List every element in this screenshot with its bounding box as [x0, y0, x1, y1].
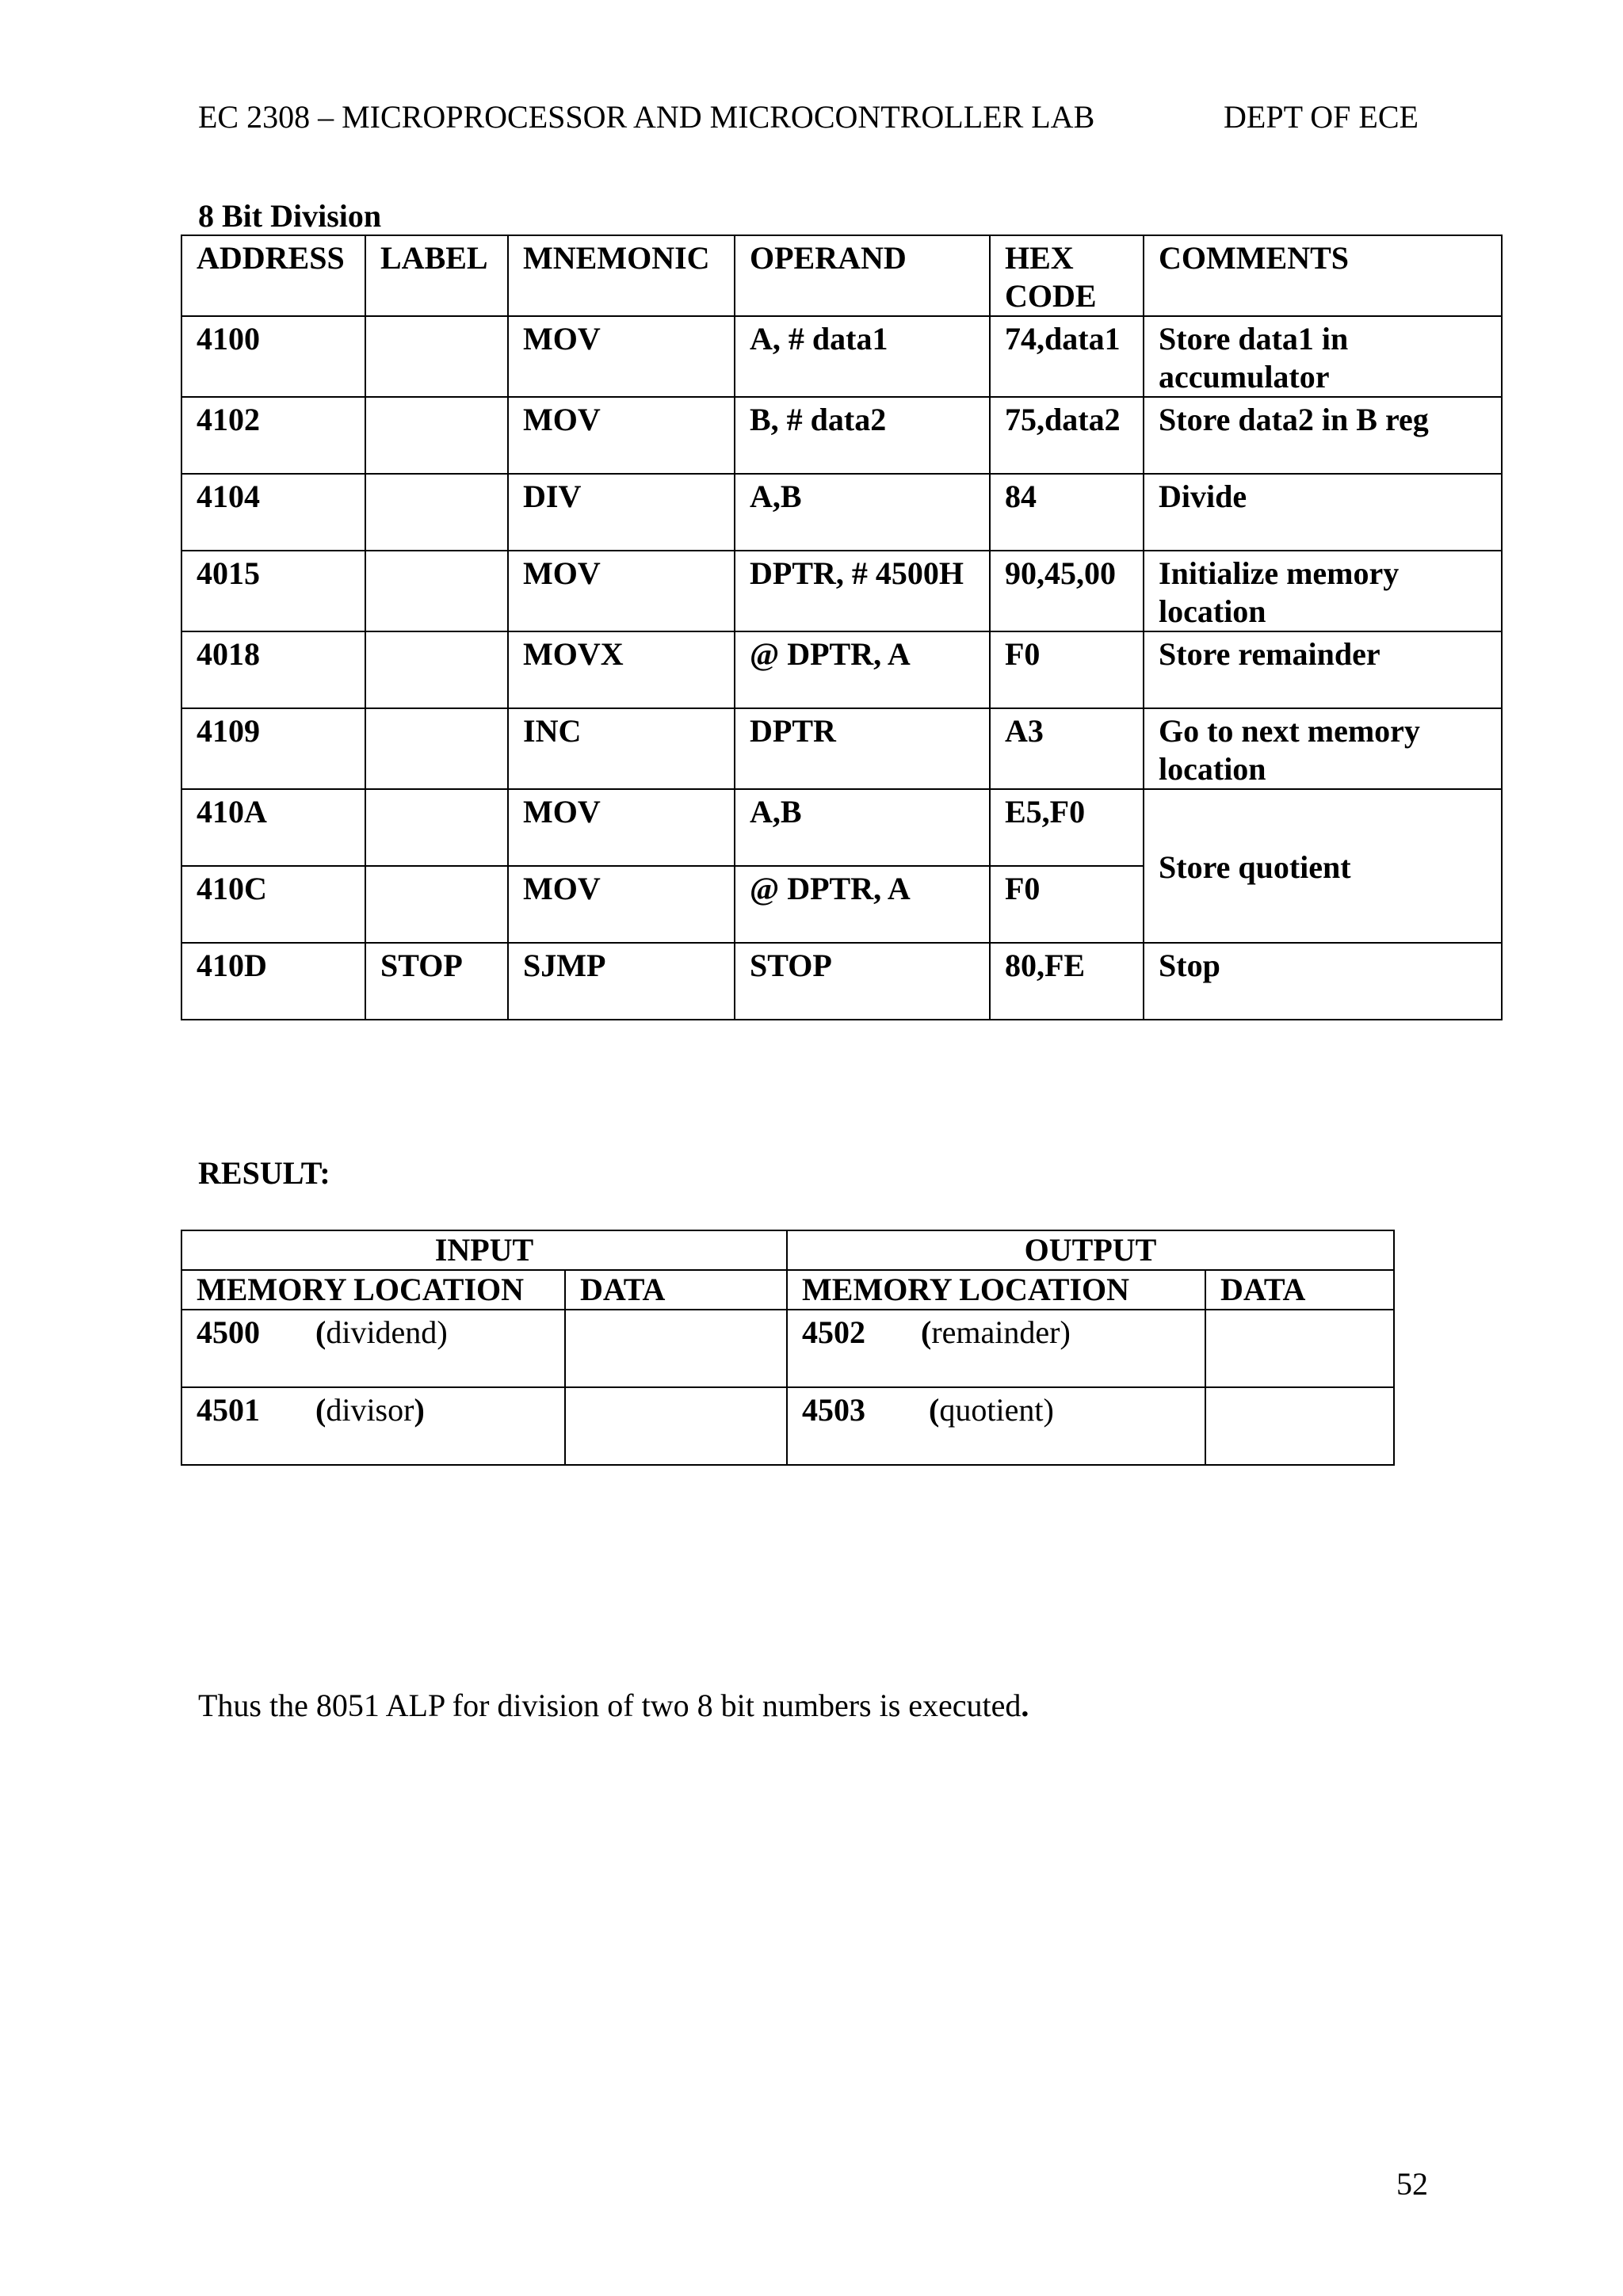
input-location-cell: 4501 (divisor)	[181, 1387, 565, 1465]
result-column-header	[181, 1270, 1394, 1310]
label-cell	[365, 631, 508, 708]
label-cell	[365, 708, 508, 789]
table-row	[181, 551, 1502, 631]
col-comments: COMMENTS	[1144, 235, 1502, 316]
col-mnemonic: MNEMONIC	[508, 235, 735, 316]
label-cell	[365, 316, 508, 397]
mnemonic-cell: MOV	[508, 316, 735, 397]
memory-address: 4501	[197, 1392, 260, 1428]
memory-description: remainder	[931, 1314, 1060, 1350]
memory-address: 4503	[802, 1392, 866, 1428]
comment-cell: Stop	[1144, 943, 1502, 1020]
table-row	[181, 474, 1502, 551]
mnemonic-cell: MOV	[508, 866, 735, 943]
comment-cell-merged: Store quotient	[1144, 789, 1502, 943]
label-cell	[365, 789, 508, 866]
address-cell: 410D	[181, 943, 365, 1020]
input-header: INPUT	[181, 1230, 787, 1270]
input-location-cell: 4500 (dividend)	[181, 1310, 565, 1387]
address-cell: 410C	[181, 866, 365, 943]
comment-cell: Initialize memory location	[1144, 551, 1502, 631]
comment-cell: Store remainder	[1144, 631, 1502, 708]
input-data-cell	[565, 1310, 787, 1387]
table-row	[181, 789, 1502, 866]
program-table	[181, 235, 1503, 1020]
col-address: ADDRESS	[181, 235, 365, 316]
conclusion-text: Thus the 8051 ALP for division of two 8 bit numbers is executed	[198, 1688, 1022, 1723]
operand-cell: A,B	[735, 789, 990, 866]
hex-cell: 75,data2	[990, 397, 1144, 474]
operand-cell: A,B	[735, 474, 990, 551]
hex-cell: 74,data1	[990, 316, 1144, 397]
program-table-header	[181, 235, 1502, 316]
output-data-cell	[1205, 1387, 1394, 1465]
mnemonic-cell: MOV	[508, 551, 735, 631]
address-cell: 4104	[181, 474, 365, 551]
operand-cell: STOP	[735, 943, 990, 1020]
result-table	[181, 1230, 1395, 1466]
output-data-header: DATA	[1205, 1270, 1394, 1310]
mnemonic-cell: SJMP	[508, 943, 735, 1020]
header-dept: DEPT OF ECE	[1224, 99, 1419, 135]
page-number: 52	[1396, 2166, 1428, 2202]
result-group-header	[181, 1230, 1394, 1270]
address-cell: 4015	[181, 551, 365, 631]
table-row	[181, 316, 1502, 397]
comment-cell: Store data2 in B reg	[1144, 397, 1502, 474]
output-data-cell	[1205, 1310, 1394, 1387]
input-data-header: DATA	[565, 1270, 787, 1310]
col-label: LABEL	[365, 235, 508, 316]
operand-cell: B, # data2	[735, 397, 990, 474]
input-data-cell	[565, 1387, 787, 1465]
table-row	[181, 943, 1502, 1020]
address-cell: 4109	[181, 708, 365, 789]
table-row	[181, 1387, 1394, 1465]
hex-cell: 84	[990, 474, 1144, 551]
address-cell: 4100	[181, 316, 365, 397]
address-cell: 4018	[181, 631, 365, 708]
memory-description: divisor	[326, 1392, 414, 1428]
hex-cell: F0	[990, 631, 1144, 708]
hex-line2: CODE	[1005, 278, 1097, 314]
hex-line1: HEX	[1005, 240, 1074, 276]
memory-description: quotient	[939, 1392, 1044, 1428]
comment-cell: Divide	[1144, 474, 1502, 551]
mnemonic-cell: MOV	[508, 397, 735, 474]
label-cell	[365, 866, 508, 943]
mnemonic-cell: DIV	[508, 474, 735, 551]
output-memory-header: MEMORY LOCATION	[787, 1270, 1205, 1310]
table-row	[181, 397, 1502, 474]
table-row	[181, 1310, 1394, 1387]
col-hex-code	[990, 235, 1144, 316]
result-label: RESULT:	[198, 1155, 330, 1191]
memory-address: 4500	[197, 1314, 260, 1350]
comment-cell: Go to next memory location	[1144, 708, 1502, 789]
label-cell	[365, 397, 508, 474]
hex-cell: F0	[990, 866, 1144, 943]
conclusion-period: .	[1021, 1688, 1029, 1723]
output-location-cell: 4502 (remainder)	[787, 1310, 1205, 1387]
section-title: 8 Bit Division	[198, 198, 382, 234]
address-cell: 4102	[181, 397, 365, 474]
hex-cell: A3	[990, 708, 1144, 789]
col-operand: OPERAND	[735, 235, 990, 316]
label-cell	[365, 474, 508, 551]
mnemonic-cell: MOVX	[508, 631, 735, 708]
input-memory-header: MEMORY LOCATION	[181, 1270, 565, 1310]
label-cell	[365, 551, 508, 631]
operand-cell: DPTR	[735, 708, 990, 789]
operand-cell: A, # data1	[735, 316, 990, 397]
address-cell: 410A	[181, 789, 365, 866]
output-header: OUTPUT	[787, 1230, 1394, 1270]
table-row	[181, 631, 1502, 708]
hex-cell: 80,FE	[990, 943, 1144, 1020]
operand-cell: DPTR, # 4500H	[735, 551, 990, 631]
mnemonic-cell: INC	[508, 708, 735, 789]
output-location-cell: 4503 (quotient)	[787, 1387, 1205, 1465]
header-course: EC 2308 – MICROPROCESSOR AND MICROCONTROLLER LAB	[198, 99, 1095, 135]
table-row	[181, 708, 1502, 789]
label-cell: STOP	[365, 943, 508, 1020]
operand-cell: @ DPTR, A	[735, 866, 990, 943]
memory-address: 4502	[802, 1314, 866, 1350]
operand-cell: @ DPTR, A	[735, 631, 990, 708]
memory-description: dividend	[326, 1314, 437, 1350]
hex-cell: E5,F0	[990, 789, 1144, 866]
conclusion	[198, 1688, 1029, 1724]
hex-cell: 90,45,00	[990, 551, 1144, 631]
mnemonic-cell: MOV	[508, 789, 735, 866]
comment-cell: Store data1 in accumulator	[1144, 316, 1502, 397]
